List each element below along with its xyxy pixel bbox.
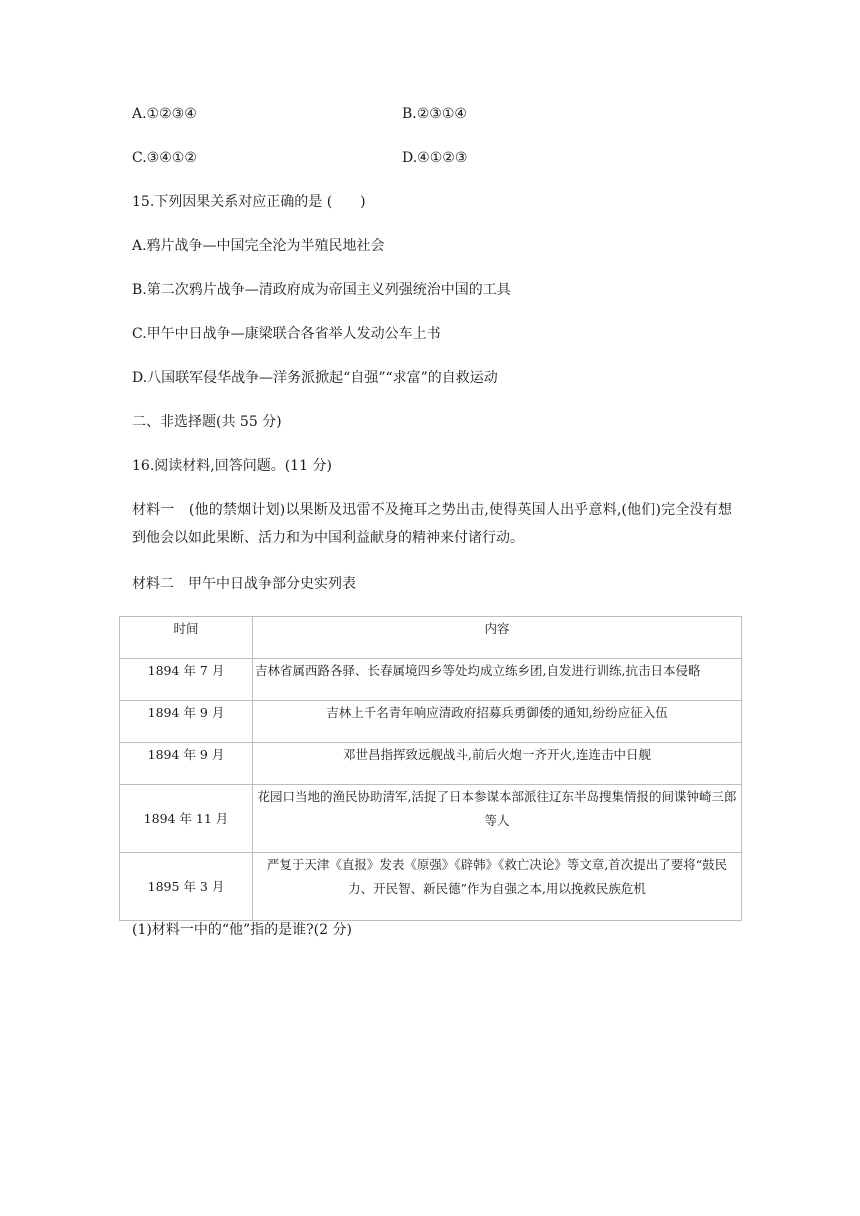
header-time: 时间 [120, 617, 253, 659]
option-a-top: A.①②③④ [132, 106, 197, 122]
table-row [120, 659, 742, 701]
table-row [120, 785, 742, 853]
row-content: 花园口当地的渔民协助清军,活捉了日本参谋本部派往辽东半岛搜集情报的间谍钟崎三郎等人 [253, 785, 742, 853]
row-time: 1895 年 3 月 [120, 853, 253, 921]
row-content: 邓世昌指挥致远舰战斗,前后火炮一齐开火,连连击中日舰 [253, 743, 742, 785]
table-row [120, 743, 742, 785]
question-16-stem: 16.阅读材料,回答问题。(11 分) [132, 458, 332, 474]
row-content: 吉林省属西路各驿、长春属境四乡等处均成立练乡团,自发进行训练,抗击日本侵略 [253, 659, 742, 701]
header-content: 内容 [253, 617, 742, 659]
material-two-title: 材料二 甲午中日战争部分史实列表 [132, 576, 356, 592]
option-b-top: B.②③①④ [402, 106, 467, 122]
question-15-option-d: D.八国联军侵华战争—洋务派掀起“自强”“求富”的自救运动 [132, 370, 498, 386]
row-time: 1894 年 11 月 [120, 785, 253, 853]
question-15-stem: 15.下列因果关系对应正确的是 ( ) [132, 194, 366, 210]
row-time: 1894 年 9 月 [120, 743, 253, 785]
history-table [119, 616, 742, 921]
question-15-option-c: C.甲午中日战争—康梁联合各省举人发动公车上书 [132, 326, 441, 342]
row-content: 严复于天津《直报》发表《原强》《辟韩》《救亡决论》等文章,首次提出了要将“鼓民力、开民智、新民德”作为自强之本,用以挽救民族危机 [253, 853, 742, 921]
option-c-top: C.③④①② [132, 150, 197, 166]
section-heading: 二、非选择题(共 55 分) [132, 414, 282, 430]
option-d-top: D.④①②③ [402, 150, 468, 166]
row-time: 1894 年 7 月 [120, 659, 253, 701]
question-15-option-a: A.鸦片战争—中国完全沦为半殖民地社会 [132, 238, 385, 254]
table-row [120, 853, 742, 921]
row-content: 吉林上千名青年响应清政府招募兵勇御倭的通知,纷纷应征入伍 [253, 701, 742, 743]
row-time: 1894 年 9 月 [120, 701, 253, 743]
table-header-row [120, 617, 742, 659]
material-one: 材料一 (他的禁烟计划)以果断及迅雷不及掩耳之势出击,使得英国人出乎意料,(他们)完全没有想到他会以如此果断、活力和为中国利益献身的精神来付诸行动。 [132, 502, 732, 546]
sub-question-1: (1)材料一中的“他”指的是谁?(2 分) [132, 922, 352, 938]
table-row [120, 701, 742, 743]
question-15-option-b: B.第二次鸦片战争—清政府成为帝国主义列强统治中国的工具 [132, 282, 511, 298]
